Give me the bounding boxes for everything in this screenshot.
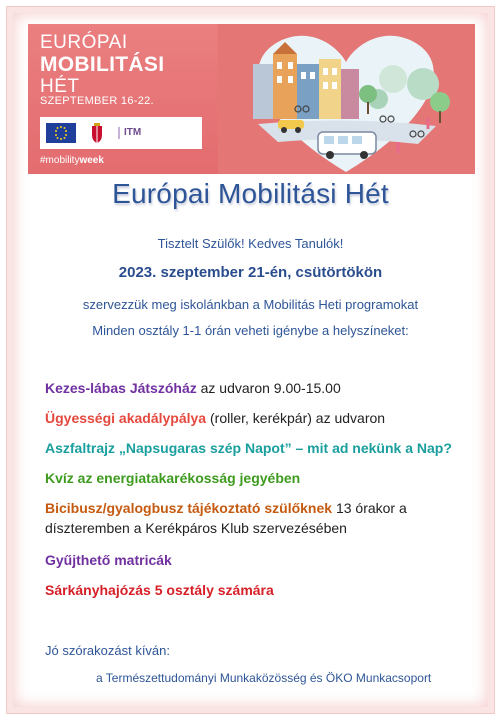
- closing-text: Jó szórakozást kíván:: [45, 643, 170, 658]
- program-name: Ügyességi akadálypálya: [45, 410, 207, 426]
- program-item: Kvíz az energiatakarékosság jegyében: [45, 470, 301, 486]
- city-illustration: [218, 24, 475, 174]
- eu-flag-icon: [46, 123, 76, 143]
- hashtag: [40, 155, 104, 166]
- banner-title-line3: HÉT: [40, 76, 80, 97]
- program-item: Sárkányhajózás 5 osztály számára: [45, 582, 274, 598]
- program-item: [45, 410, 385, 426]
- hashtag-prefix: #mobility: [40, 155, 80, 166]
- organize-text: szervezzük meg iskolánkban a Mobilitás Heti programokat: [82, 297, 419, 312]
- program-item: [45, 500, 407, 516]
- logo-strip: [40, 117, 202, 149]
- banner-text-panel: [28, 24, 218, 174]
- header-banner: [28, 24, 475, 174]
- program-name: Kezes-lábas Játszóház: [45, 380, 197, 396]
- banner-title-line2: MOBILITÁSI: [40, 53, 165, 76]
- banner-title-line1: EURÓPAI: [40, 32, 128, 53]
- program-detail: 13 órakor a: [332, 500, 407, 516]
- signature: a Természettudományi Munkaközösség és ÖKO Munkacsoport: [96, 671, 432, 685]
- event-date: 2023. szeptember 21-én, csütörtökön: [118, 264, 383, 281]
- program-item: Gyűjthető matricák: [45, 552, 172, 568]
- program-item: Aszfaltrajz „Napsugaras szép Napot” – mit ad nekünk a Nap?: [45, 440, 452, 456]
- greeting: Tisztelt Szülők! Kedves Tanulók!: [157, 236, 344, 251]
- page-title: Európai Mobilitási Hét: [112, 178, 389, 209]
- hashtag-suffix: week: [79, 155, 104, 166]
- program-item: [45, 380, 341, 396]
- itm-logo: ITM: [118, 127, 141, 139]
- program-detail: (roller, kerékpár) az udvaron: [206, 410, 386, 426]
- program-name: Bicibusz/gyalogbusz tájékoztató szülőknek: [45, 500, 333, 516]
- hungary-crest-icon: [82, 122, 112, 144]
- program-detail-continued: díszteremben a Kerékpáros Klub szervezésében: [45, 520, 347, 536]
- program-detail: az udvaron 9.00-15.00: [196, 380, 341, 396]
- banner-dates: SZEPTEMBER 16-22.: [40, 95, 154, 107]
- info-text: Minden osztály 1-1 órán veheti igénybe a helyszíneket:: [92, 323, 409, 338]
